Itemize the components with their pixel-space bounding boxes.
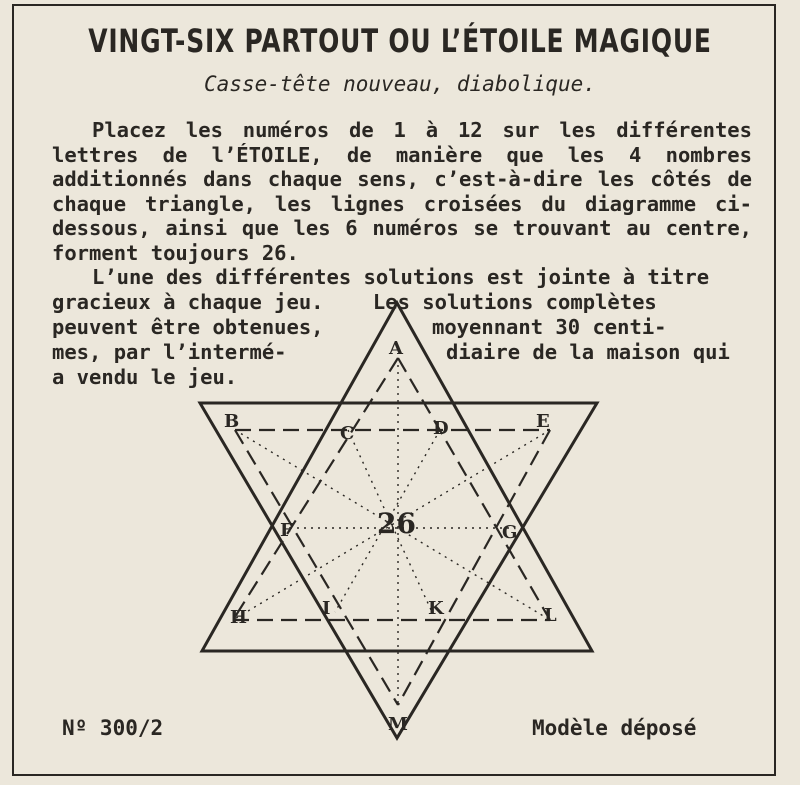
instructions-paragraph: Placez les numéros de 1 à 12 sur les différentes lettres de l’ÉTOILE, de manière que les 4 nombres additionnés dans chaque sens, c’est-à-dire les côtés de chaque triangle, les lignes croisées du diagramme ci-dessous, ainsi que les 6 numéros se trouvant au centre, forment toujours 26. (52, 118, 752, 265)
letter-b: B (224, 411, 240, 432)
catalog-number: Nº 300/2 (62, 716, 164, 740)
letter-f: F (280, 520, 293, 541)
letter-g: G (502, 522, 518, 543)
letter-a: A (389, 338, 403, 359)
letter-i: I (322, 598, 331, 619)
solutions-line-3b: moyennant 30 centi- (432, 315, 667, 339)
solutions-line-4b: diaire de la maison qui (446, 340, 730, 364)
letter-e: E (536, 411, 550, 432)
solutions-line-3a: peuvent être obtenues, (52, 315, 324, 339)
solutions-line-4a: mes, par l’intermé- (52, 340, 287, 364)
page-subtitle: Casse-tête nouveau, diabolique. (204, 72, 596, 96)
page-title: VINGT-SIX PARTOUT OU L’ÉTOILE MAGIQUE (88, 22, 712, 60)
center-number: 26 (377, 507, 416, 540)
letter-l: L (544, 605, 557, 626)
solutions-line-1: L’une des différentes solutions est jointe à titre (92, 265, 710, 289)
letter-k: K (428, 598, 444, 619)
letter-m: M (388, 714, 408, 735)
letter-h: H (230, 607, 248, 628)
letter-d: D (433, 418, 449, 439)
letter-c: C (340, 423, 355, 444)
solutions-line-2: gracieux à chaque jeu. Les solutions complètes (52, 290, 657, 314)
registered-model: Modèle déposé (532, 716, 697, 740)
solutions-line-5: a vendu le jeu. (52, 365, 238, 389)
